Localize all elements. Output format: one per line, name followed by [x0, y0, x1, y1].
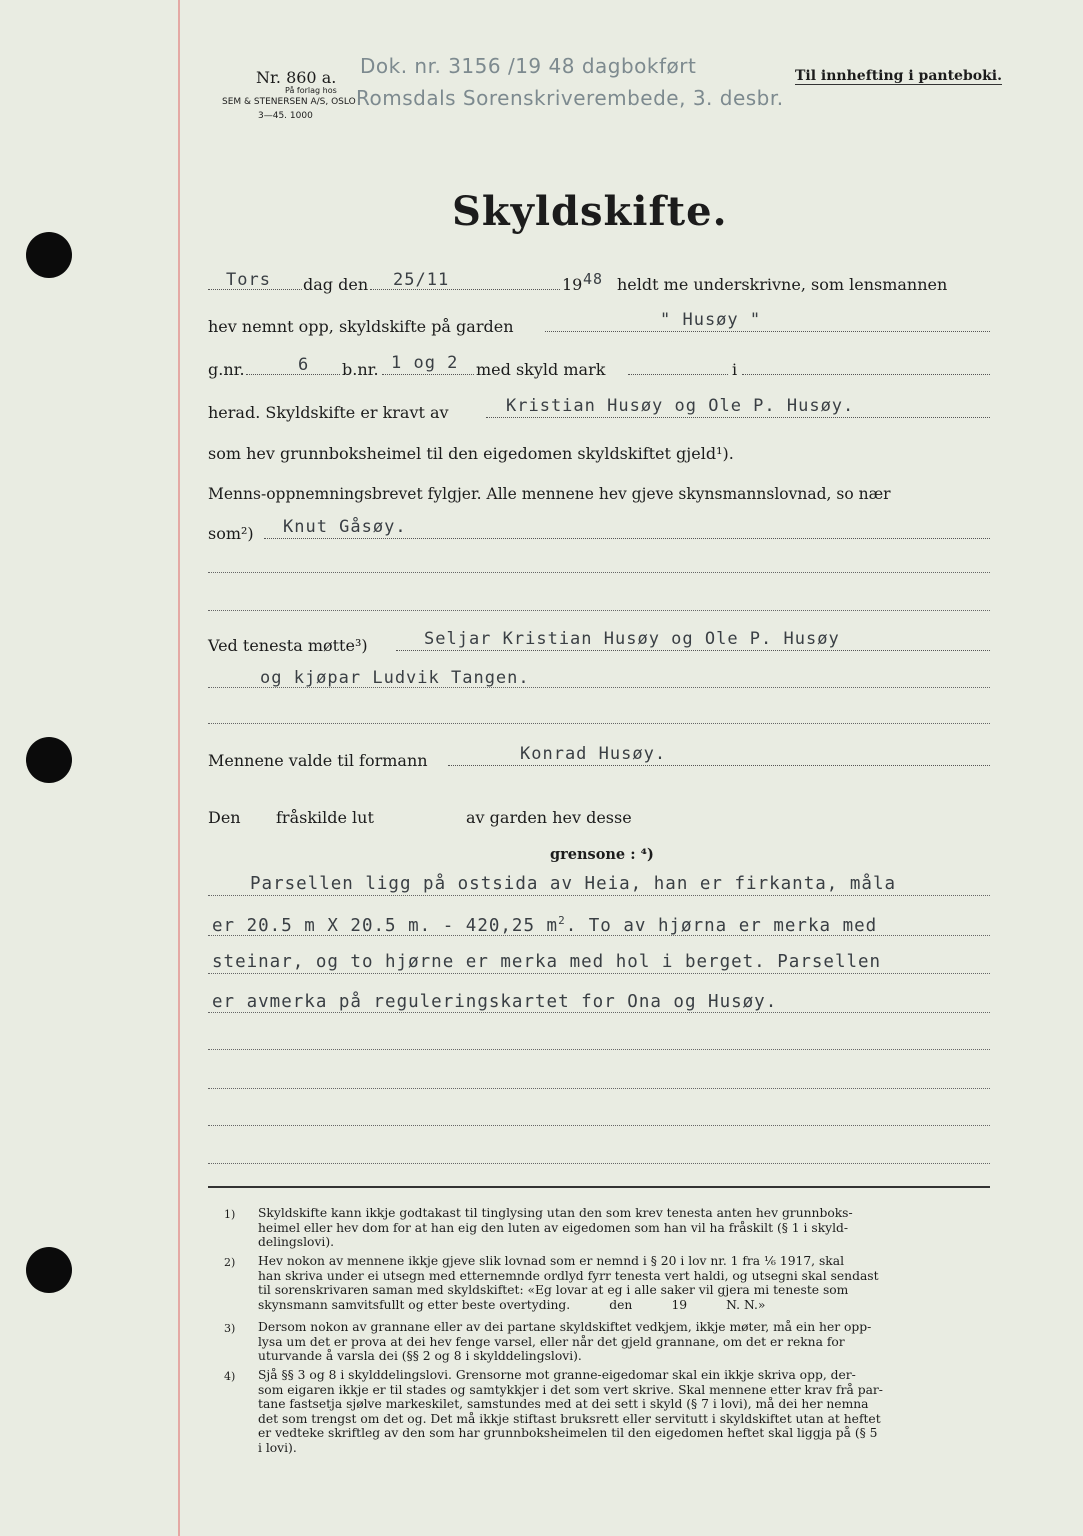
punch-hole-bottom [26, 1247, 72, 1293]
fill-line [208, 973, 990, 974]
blank-line [208, 723, 990, 724]
footnote-2-number: 2) [224, 1256, 236, 1269]
line-4-text: herad. Skyldskifte er kravt av [208, 403, 449, 422]
boundary-line-2: er 20.5 m X 20.5 m. - 420,25 $m^2$. To av hjørna er merka med [212, 914, 878, 936]
line-5-text: som hev grunnboksheimel til den eigedomen skyldskiftet gjeld¹). [208, 444, 734, 463]
fill-line [448, 765, 990, 766]
fill-line [264, 538, 990, 539]
handwritten-requesters: Kristian Husøy og Ole P. Husøy. [506, 396, 855, 416]
handwritten-date: 25/11 [393, 270, 450, 290]
blank-line [208, 1088, 990, 1089]
boundary-line-1: Parsellen ligg på ostsida av Heia, han er firkanta, måla [250, 874, 897, 894]
handwritten-chairman: Konrad Husøy. [520, 744, 667, 764]
label-fraskilde-lut: fråskilde lut [276, 808, 374, 827]
grensone-heading: grensone : ⁴) [550, 846, 654, 863]
publisher-line-2: SEM & STENERSEN A/S, OSLO [222, 97, 356, 107]
fill-line [208, 935, 990, 936]
line-7-text: som²) [208, 524, 254, 543]
label-den: Den [208, 808, 241, 827]
line-1-text: heldt me underskrivne, som lensmannen [617, 275, 948, 294]
footnote-3-number: 3) [224, 1322, 236, 1335]
fill-line [208, 687, 990, 688]
fill-line [382, 374, 474, 375]
label-skyld-mark: med skyld mark [476, 360, 606, 379]
fill-line [396, 650, 990, 651]
line-8-text: Ved tenesta møtte³) [208, 636, 368, 655]
handwritten-bnr: 1 og 2 [391, 353, 459, 373]
handwritten-attendees-2: og kjøpar Ludvik Tangen. [260, 668, 530, 688]
registry-stamp-line-1: Dok. nr. 3156 /19 48 dagbokført [360, 54, 697, 78]
boundary-line-3: steinar, og to hjørne er merka med hol i berget. Parsellen [212, 952, 882, 972]
handwritten-attendees-1: Seljar Kristian Husøy og Ole P. Husøy [424, 629, 840, 649]
label-bnr: b.nr. [342, 360, 379, 379]
footnote-3: Dersom nokon av grannane eller av dei partane skyldskiftet vedkjem, ikkje møter, må ein her opp- lysa um det er prova at dei hev fenge varsel, eller når det gjeld grannane, om det er rekna for uturvande å varsla dei (§§ 2 og 8 i skylddelingslovi). [258, 1320, 872, 1364]
handwritten-day: Tors [226, 270, 271, 290]
filing-label: Til innhefting i panteboki. [795, 68, 1002, 84]
fill-line [208, 289, 302, 290]
footnote-1: Skyldskifte kann ikkje godtakast til tinglysing utan den som krev tenesta anten hev grunnboks- heimel eller hev dom for at han eig den luten av eigedomen som han vil ha fråskilt (§ 1 i skyld- delingslovi). [258, 1206, 853, 1250]
margin-line [178, 0, 180, 1536]
fill-line [246, 374, 340, 375]
fill-line [742, 374, 990, 375]
fill-line [208, 895, 990, 896]
fill-line [486, 417, 990, 418]
line-10-text: Mennene valde til formann [208, 751, 428, 770]
label-dag-den: dag den [303, 275, 369, 294]
footnote-separator [208, 1186, 990, 1188]
page-title: Skyldskifte. [452, 188, 728, 235]
blank-line [208, 572, 990, 573]
footnote-2: Hev nokon av mennene ikkje gjeve slik lovnad som er nemnd i § 20 i lov nr. 1 fra ⅙ 1917, skal han skriva under ei utsegn med etternemnde ordlyd fyrr tenesta vert haldi, og utsegni skal sendast til sorenskrivaren saman med skyldskiftet: «Eg lovar at eg i alle saker vil gjera mi teneste som skynsmann samvitsfullt og etter beste overtyding. den 19 N. N.» [258, 1254, 879, 1312]
footnote-4-number: 4) [224, 1370, 236, 1383]
handwritten-farm: " Husøy " [660, 310, 762, 330]
form-number: Nr. 860 a. [256, 68, 337, 87]
registry-stamp-line-2: Romsdals Sorenskriverembede, 3. desbr. [356, 86, 784, 110]
fill-line [208, 1012, 990, 1013]
blank-line [208, 610, 990, 611]
blank-line [208, 1125, 990, 1126]
fill-line [370, 289, 560, 290]
line-11-text: av garden hev desse [466, 808, 632, 827]
blank-line [208, 1049, 990, 1050]
punch-hole-middle [26, 737, 72, 783]
fill-line [628, 374, 728, 375]
footnote-1-number: 1) [224, 1208, 236, 1221]
handwritten-year: 48 [583, 270, 604, 288]
label-year-prefix: 19 [562, 275, 583, 294]
label-i: i [732, 360, 738, 379]
line-6-text: Menns-oppnemningsbrevet fylgjer. Alle mennene hev gjeve skynsmannslovnad, so nær [208, 485, 891, 503]
label-gnr: g.nr. [208, 360, 245, 379]
punch-hole-top [26, 232, 72, 278]
publisher-line-1: På forlag hos [285, 86, 337, 95]
handwritten-gnr: 6 [298, 355, 310, 375]
line-2-text: hev nemnt opp, skyldskifte på garden [208, 317, 514, 336]
fill-line [545, 331, 990, 332]
handwritten-exception: Knut Gåsøy. [283, 517, 407, 537]
publisher-line-3: 3—45. 1000 [258, 111, 313, 121]
blank-line [208, 1163, 990, 1164]
boundary-line-4: er avmerka på reguleringskartet for Ona og Husøy. [212, 992, 778, 1012]
footnote-4: Sjå §§ 3 og 8 i skylddelingslovi. Grensorne mot granne-eigedomar skal ein ikkje skriva opp, der- som eigaren ikkje er til stades og samtykkjer i det som vert skrive. Skal mennene etter krav frå par- tane fastsetja sjølve markeskilet, samstundes med at dei sett i skyld (§ 7 i lovi), må dei her nemna det som trengst om det og. Det må ikkje stiftast bruksrett eller servitutt i skyldskiftet utan at heftet er vedteke skriftleg av den som har grunnboksheimelen til den eigedomen heftet skal liggja på (§ 5 i lovi). [258, 1368, 883, 1455]
